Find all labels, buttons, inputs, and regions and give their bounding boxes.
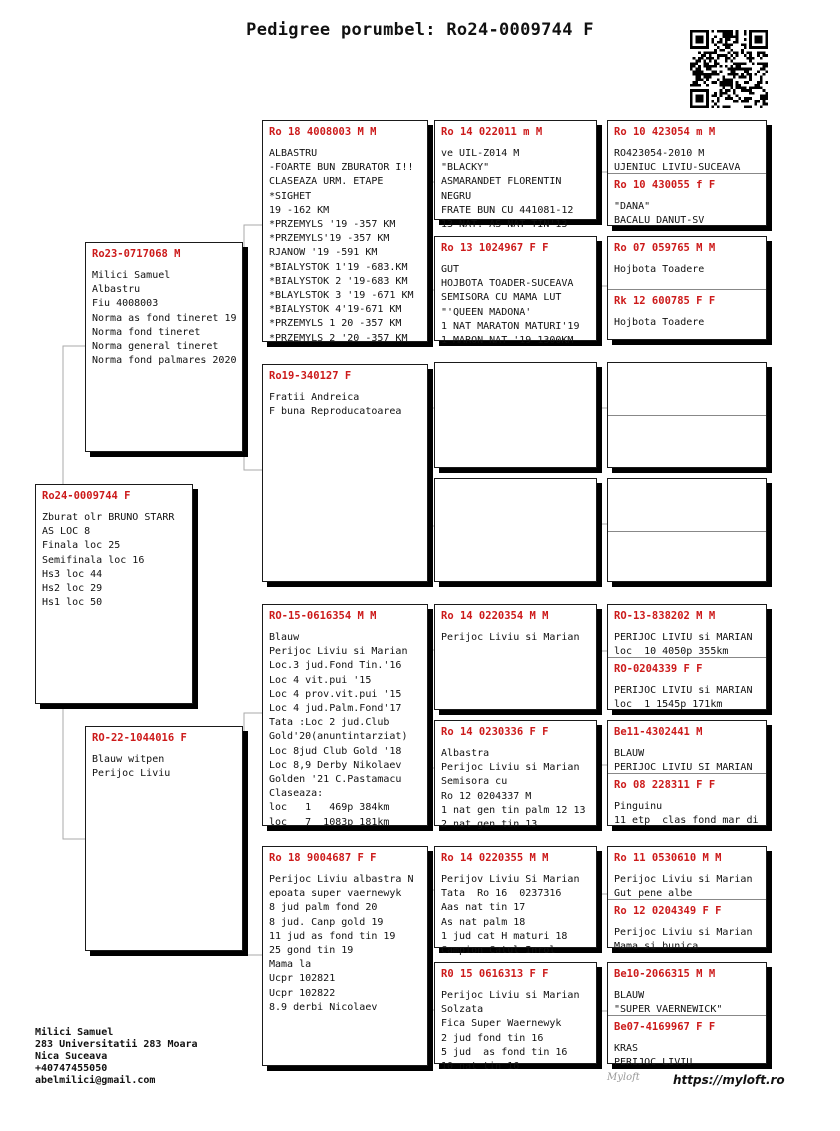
ring-number: Ro 14 0220355 M M	[441, 852, 549, 864]
ring-number: Ro 14 0230336 F F	[441, 726, 549, 738]
note-line: ASMARANDET FLORENTIN	[441, 176, 562, 188]
pigeon-notes	[608, 865, 766, 901]
note-line: Loc 4 vit.pui '15	[269, 674, 372, 686]
note-line: Perijoc Liviu si Marian	[614, 927, 753, 938]
pedigree-card-g-dd-s	[434, 846, 597, 957]
note-line: Perijov Liviu Si Marian	[441, 874, 580, 885]
note-line: Mama la	[269, 959, 312, 971]
ring-number: Ro23-0717068 M	[92, 248, 181, 260]
breeder-phone: +40747455050	[35, 1063, 108, 1074]
note-line: Loc.3 jud.Fond Tin.'16	[269, 660, 402, 672]
pedigree-card-g-ds-s	[434, 604, 597, 710]
pigeon-notes	[435, 981, 596, 1074]
note-line: *BIALYSTOK 4'19-671 KM	[269, 304, 402, 316]
note-line: NEGRU	[441, 190, 472, 202]
note-line: Tata :Loc 2 jud.Club	[269, 717, 390, 729]
note-line: RJANOW '19 -591 KM	[269, 247, 378, 259]
note-line: Tata Ro 16 0237316	[441, 888, 562, 900]
note-line: RO423054-2010 M	[614, 148, 705, 159]
note-line: Golden '21 C.Pastamacu	[269, 774, 402, 786]
pigeon-entry	[608, 289, 766, 340]
note-line: 25 gond tin 19	[269, 945, 354, 957]
note-line: Loc 8,9 Derby Nikolaev	[269, 759, 402, 771]
ring-number: Be11-4302441 M	[614, 726, 703, 738]
ring-number: RO-22-1044016 F	[92, 732, 187, 744]
note-line: Hojbota Toadere	[614, 264, 705, 275]
note-line: Perijoc Liviu albastra N	[269, 874, 414, 885]
note-line: GUT	[441, 264, 460, 275]
note-line: *SIGHET	[269, 190, 312, 202]
pigeon-entry	[86, 727, 242, 950]
note-line: loc 7 1083p 181km	[269, 816, 390, 828]
pigeon-entry	[435, 721, 596, 831]
myloft-signature-logo: Myloft	[607, 1072, 640, 1083]
pigeon-notes	[608, 792, 766, 828]
note-line: Perijoc Liviu si Marian	[441, 632, 580, 643]
pigeon-notes	[86, 745, 242, 781]
pigeon-notes	[435, 368, 596, 376]
pigeon-entry	[608, 847, 766, 899]
note-line: KRAS	[614, 1043, 639, 1054]
note-line: Albastru	[92, 284, 141, 296]
note-line: *PRZEMYLS 2 '20 -357 KM	[269, 332, 408, 344]
pigeon-entry	[608, 721, 766, 773]
note-line: Semisora cu	[441, 776, 508, 788]
breeder-name: Milici Samuel	[35, 1027, 114, 1038]
note-line: Loc 4 prov.vit.pui '15	[269, 688, 402, 700]
pigeon-entry	[435, 847, 596, 957]
ring-number: RO-0204339 F F	[614, 663, 703, 675]
pigeon-entry	[608, 121, 766, 173]
note-line: Fratii Andreica	[269, 392, 360, 403]
pedigree-card-sire-dam	[262, 364, 428, 582]
note-line: loc 1 469p 384km	[269, 802, 390, 814]
note-line: F buna Reproducatoarea	[269, 406, 402, 418]
ring-number: Ro 08 228311 F F	[614, 779, 716, 791]
pigeon-entry	[608, 605, 766, 657]
note-line: FRATE BUN CU 441081-12	[441, 204, 574, 216]
note-line: 2 nat gen tin 13	[441, 819, 538, 831]
ring-number: Ro 18 9004687 F F	[269, 852, 377, 864]
pedigree-card-g-ss-s	[434, 120, 597, 231]
ring-number: Rk 12 600785 F F	[614, 295, 716, 307]
note-line: Solzata	[441, 1004, 484, 1016]
pigeon-entry	[608, 531, 766, 582]
note-line: 8.9 derbi Nicolaev	[269, 1001, 378, 1013]
pigeon-notes	[608, 981, 766, 1017]
note-line: BLAUW	[614, 748, 645, 759]
note-line: HOJBOTA TOADER-SUCEAVA	[441, 278, 574, 290]
note-line: SEMISORA CU MAMA LUT	[441, 292, 562, 304]
note-line: 10 nat tin 16	[441, 1061, 520, 1073]
pigeon-entry	[608, 415, 766, 468]
note-line: *BIALYSTOK 2 '19-683 KM	[269, 275, 408, 287]
note-line: "'QUEEN MADONA'	[441, 306, 532, 318]
note-line: 8 jud. Canp gold 19	[269, 916, 384, 928]
pigeon-notes	[86, 261, 242, 368]
note-line: *PRZEMYLS '19 -357 KM	[269, 219, 396, 231]
note-line: Milici Samuel	[92, 270, 171, 281]
note-line: Blauw witpen	[92, 754, 165, 765]
website-link[interactable]: https://myloft.ro	[673, 1073, 785, 1087]
ring-number: Ro 10 423054 m M	[614, 126, 716, 138]
breeder-contact	[35, 1027, 198, 1087]
pedigree-card-sire	[85, 242, 243, 452]
pigeon-notes	[435, 865, 596, 958]
note-line: Pinguinu	[614, 801, 663, 812]
ring-number: R0 15 0616313 F F	[441, 968, 549, 980]
pigeon-notes	[263, 623, 427, 830]
note-line: Ucpr 102821	[269, 973, 336, 985]
note-line: PERIJOC LIVIU	[614, 1057, 693, 1069]
pigeon-notes	[263, 139, 427, 346]
note-line: loc 10 4050p 355km	[614, 646, 729, 658]
note-line: ALBASTRU	[269, 148, 318, 159]
note-line: Fica Super Waernewyk	[441, 1018, 562, 1030]
note-line: Norma fond palmares 2020	[92, 355, 237, 367]
pigeon-notes	[608, 421, 766, 429]
ring-number: Ro 13 1024967 F F	[441, 242, 549, 254]
pedigree-card-gg-4	[607, 478, 767, 582]
pigeon-entry	[608, 173, 766, 226]
note-line: Albastra	[441, 748, 490, 759]
note-line: loc 1 1545p 171km	[614, 699, 723, 711]
pigeon-entry	[608, 657, 766, 710]
pedigree-card-dam-dam	[262, 846, 428, 1066]
note-line: Ucpr 102822	[269, 987, 336, 999]
pedigree-card-dam-sire	[262, 604, 428, 826]
note-line: As nat palm 18	[441, 916, 526, 928]
pigeon-entry	[435, 479, 596, 581]
pedigree-card-sire-sire	[262, 120, 428, 342]
pigeon-notes	[263, 383, 427, 419]
pedigree-card-gg-7	[607, 846, 767, 953]
note-line: Gut pene albe	[614, 888, 693, 900]
ring-number: Be07-4169967 F F	[614, 1021, 716, 1033]
note-line: BACALU DANUT-SV	[614, 215, 705, 227]
pigeon-entry	[263, 605, 427, 828]
note-line: Norma general tineret	[92, 341, 219, 353]
ring-number: Be10-2066315 M M	[614, 968, 716, 980]
pigeon-notes	[608, 368, 766, 376]
pigeon-entry	[263, 365, 427, 581]
note-line: Perijoc Liviu si Marian	[441, 762, 580, 774]
note-line: Perijoc Liviu si Marian	[441, 990, 580, 1001]
note-line: *BIALYSTOK 1'19 -683.KM	[269, 261, 408, 273]
note-line: -FOARTE BUN ZBURATOR I!!	[269, 162, 414, 174]
note-line: UJENIUC LIVIU-SUCEAVA	[614, 162, 741, 174]
pigeon-notes	[608, 537, 766, 545]
note-line: Gold'20(anuntintarziat)	[269, 731, 408, 743]
pedigree-card-gg-8	[607, 962, 767, 1069]
note-line: *BLAYLSTOK 3 '19 -671 KM	[269, 290, 414, 302]
pigeon-notes	[608, 484, 766, 492]
pigeon-entry	[435, 121, 596, 231]
note-line: PERIJOC LIVIU si MARIAN	[614, 632, 753, 643]
note-line: Loc 4 jud.Palm.Fond'17	[269, 703, 402, 715]
pigeon-entry	[435, 963, 596, 1073]
note-line: Fiu 4008003	[92, 298, 159, 310]
pedigree-card-subject	[35, 484, 193, 704]
note-line: 5 jud as fond tin 16	[441, 1046, 568, 1058]
pigeon-entry	[608, 1015, 766, 1069]
note-line: AS LOC 8	[42, 526, 91, 538]
note-line: 1 nat gen tin palm 12 13	[441, 804, 586, 816]
note-line: CLASEAZA URM. ETAPE	[269, 176, 384, 188]
note-line: *PRZEMYLS'19 -357 KM	[269, 233, 390, 245]
note-line: 11 jud as fond tin 19	[269, 930, 396, 942]
pigeon-entry	[608, 773, 766, 826]
note-line: PERIJOC LIVIU si MARIAN	[614, 685, 753, 696]
note-line: 1 jud cat H maturi 18	[441, 930, 568, 942]
ring-number: Ro19-340127 F	[269, 370, 352, 382]
pedigree-card-g-ss-d	[434, 236, 597, 347]
note-line: Finala loc 25	[42, 540, 121, 552]
pigeon-notes	[435, 255, 596, 348]
note-line: Hs2 loc 29	[42, 583, 103, 595]
pedigree-card-dam	[85, 726, 243, 951]
note-line: Campion Catul Inrol	[441, 945, 556, 957]
note-line: Norma as fond tineret 19	[92, 312, 237, 324]
note-line: 1 MARON NAT '19 1300KM	[441, 335, 574, 347]
note-line: 11 etp clas fond mar di	[614, 815, 759, 827]
pigeon-entry	[608, 237, 766, 289]
pedigree-card-g-sd-s	[434, 362, 597, 468]
ring-number: Ro 14 022011 m M	[441, 126, 543, 138]
pigeon-notes	[608, 918, 766, 954]
pigeon-notes	[608, 255, 766, 277]
note-line: 2 jud fond tin 16	[441, 1032, 544, 1044]
note-line: "BLACKY"	[441, 162, 490, 174]
note-line: Aas nat tin 17	[441, 902, 526, 914]
pigeon-notes	[608, 739, 766, 775]
pigeon-entry	[435, 237, 596, 347]
note-line: epoata super vaernewyk	[269, 888, 402, 900]
note-line: Mama si bunica	[614, 941, 699, 953]
note-line: Perijoc Liviu si Marian	[614, 874, 753, 885]
note-line: Zburat olr BRUNO STARR	[42, 512, 175, 523]
pedigree-card-gg-3	[607, 362, 767, 468]
pigeon-entry	[435, 605, 596, 709]
breeder-address-line1: 283 Universitatii 283 Moara	[35, 1039, 198, 1050]
pigeon-notes	[608, 1034, 766, 1070]
pedigree-card-g-dd-d	[434, 962, 597, 1073]
ring-number: Ro24-0009744 F	[42, 490, 131, 502]
ring-number: Ro 12 0204349 F F	[614, 905, 722, 917]
page-title: Pedigree porumbel: Ro24-0009744 F	[246, 20, 594, 40]
pigeon-entry	[263, 847, 427, 1065]
pigeon-notes	[608, 139, 766, 175]
note-line: Hs1 loc 50	[42, 597, 103, 609]
note-line: *PRZEMYLS 1 20 -357 KM	[269, 318, 402, 330]
ring-number: Ro 11 0530610 M M	[614, 852, 722, 864]
pigeon-entry	[608, 479, 766, 531]
pigeon-notes	[435, 739, 596, 832]
pigeon-notes	[435, 484, 596, 492]
note-line: 1 NAT MARATON MATURI'19	[441, 320, 580, 332]
note-line: "SUPER VAERNEWICK"	[614, 1004, 723, 1016]
ring-number: Ro 18 4008003 M M	[269, 126, 377, 138]
breeder-email: abelmilici@gmail.com	[35, 1075, 156, 1086]
pigeon-notes	[263, 865, 427, 1015]
note-line: 13 NAT. AS NAT TIN'13	[441, 219, 568, 231]
pigeon-notes	[608, 308, 766, 330]
pigeon-entry	[263, 121, 427, 344]
pedigree-card-g-ds-d	[434, 720, 597, 831]
pigeon-entry	[36, 485, 192, 703]
pigeon-notes	[435, 139, 596, 232]
pigeon-entry	[435, 363, 596, 467]
note-line: Perijoc Liviu	[92, 768, 171, 780]
note-line: Blauw	[269, 632, 300, 643]
ring-number: Ro 10 430055 f F	[614, 179, 716, 191]
note-line: Perijoc Liviu si Marian	[269, 646, 408, 658]
note-line: 8 jud palm fond 20	[269, 902, 378, 914]
note-line: Loc 8jud Club Gold '18	[269, 745, 402, 757]
note-line: 19 -162 KM	[269, 204, 330, 216]
pedigree-card-g-sd-d	[434, 478, 597, 582]
note-line: "DANA"	[614, 201, 651, 212]
note-line: PERIJOC LIVIU SI MARIAN	[614, 762, 753, 774]
note-line: BLAUW	[614, 990, 645, 1001]
note-line: ve UIL-Z014 M	[441, 148, 520, 159]
pigeon-notes	[435, 623, 596, 645]
breeder-address-line2: Nica Suceava	[35, 1051, 108, 1062]
pigeon-entry	[608, 899, 766, 953]
note-line: Hs3 loc 44	[42, 568, 103, 580]
note-line: Semifinala loc 16	[42, 554, 145, 566]
pedigree-card-gg-2	[607, 236, 767, 340]
pigeon-notes	[608, 676, 766, 712]
pigeon-entry	[86, 243, 242, 451]
pedigree-card-gg-1	[607, 120, 767, 226]
ring-number: RO-13-838202 M M	[614, 610, 716, 622]
note-line: Norma fond tineret	[92, 326, 201, 338]
ring-number: Ro 14 0220354 M M	[441, 610, 549, 622]
ring-number: RO-15-0616354 M M	[269, 610, 377, 622]
pigeon-notes	[608, 623, 766, 659]
pigeon-entry	[608, 963, 766, 1015]
pigeon-notes	[36, 503, 192, 610]
pedigree-card-gg-6	[607, 720, 767, 826]
ring-number: Ro 07 059765 M M	[614, 242, 716, 254]
note-line: Claseaza:	[269, 788, 324, 800]
pigeon-notes	[608, 192, 766, 228]
pigeon-entry	[608, 363, 766, 415]
note-line: Hojbota Toadere	[614, 317, 705, 328]
pedigree-card-gg-5	[607, 604, 767, 710]
note-line: Ro 12 0204337 M	[441, 790, 532, 802]
